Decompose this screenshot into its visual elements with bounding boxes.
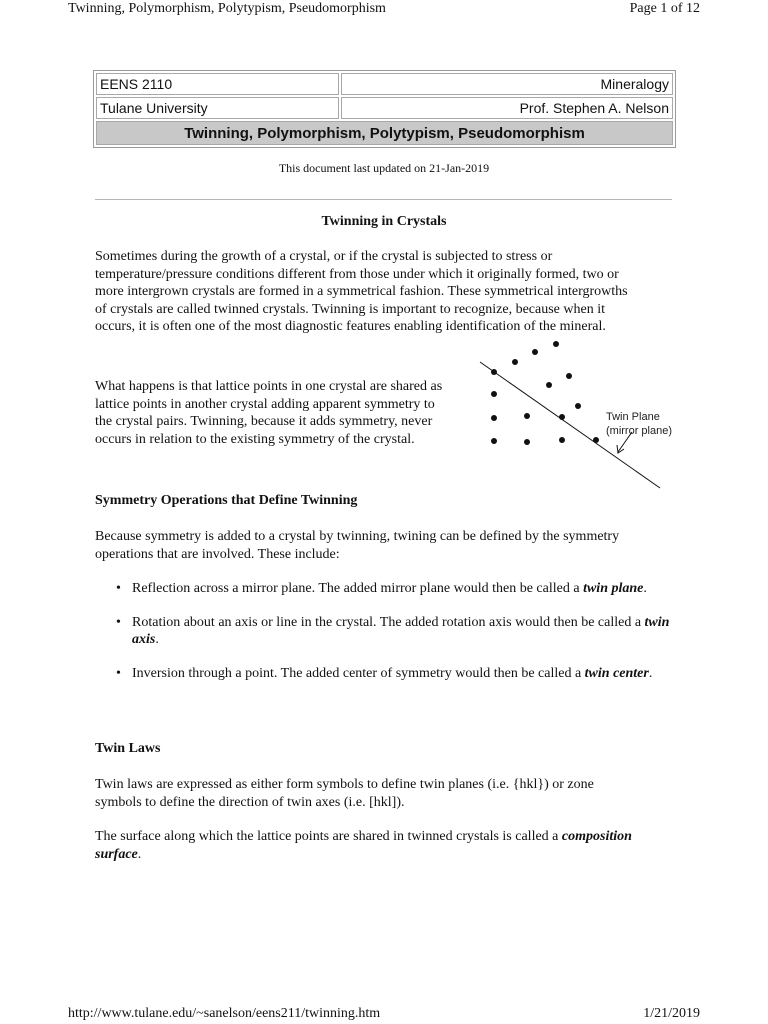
text-line: temperature/pressure conditions different from those under which it originally formed, two or xyxy=(95,266,619,282)
bullet-end: . xyxy=(155,632,159,647)
heading-symmetry-operations: Symmetry Operations that Define Twinning xyxy=(95,493,358,508)
bullet-text: Rotation about an axis or line in the crystal. The added rotation axis would then be called a xyxy=(132,614,645,630)
twin-plane-term: twin plane xyxy=(583,581,644,596)
course-header-table xyxy=(93,70,676,148)
text-line: operations that are involved. These include: xyxy=(95,546,340,562)
twin-axis-term: twin axis xyxy=(132,614,670,647)
text-line: Because symmetry is added to a crystal by twinning, twining can be defined by the symmetry xyxy=(95,529,620,544)
lattice-point xyxy=(512,359,518,365)
print-header-page: Page 1 of 12 xyxy=(629,1,700,16)
paragraph-composition-surface xyxy=(95,828,680,863)
print-header xyxy=(68,1,700,19)
lattice-point xyxy=(566,373,572,379)
text-line: occurs in relation to the existing symmetry of the crystal. xyxy=(95,431,415,447)
twin-plane-label: Twin Plane xyxy=(606,411,660,423)
text-end: . xyxy=(137,846,142,862)
paragraph-lattice-points xyxy=(95,378,475,448)
print-header-title: Twinning, Polymorphism, Polytypism, Pseudomorphism xyxy=(68,1,386,16)
lattice-points xyxy=(491,341,599,445)
text-line: of crystals are called twinned crystals. Twinning is important to recognize, because when it xyxy=(95,301,605,317)
twin-plane-diagram-svg xyxy=(478,338,678,490)
lattice-point xyxy=(491,369,497,375)
lattice-point xyxy=(575,403,581,409)
document-title: Twinning, Polymorphism, Polytypism, Pseudomorphism xyxy=(96,121,673,145)
heading-twinning-in-crystals: Twinning in Crystals xyxy=(321,214,447,229)
bullet-text: Reflection across a mirror plane. The added mirror plane would then be called a xyxy=(132,581,584,596)
lattice-point xyxy=(593,437,599,443)
last-updated-note: This document last updated on 21-Jan-2019 xyxy=(278,161,490,175)
twin-plane-diagram xyxy=(478,338,678,490)
lattice-point xyxy=(491,415,497,421)
paragraph-twinning-intro xyxy=(95,248,680,336)
paragraph-symmetry-intro xyxy=(95,528,680,563)
lattice-point xyxy=(559,437,565,443)
text-line: The surface along which the lattice points are shared in twinned crystals is called a xyxy=(95,829,562,844)
text-line: Twin laws are expressed as either form symbols to define twin planes (i.e. {hkl}) or zone xyxy=(95,777,594,792)
print-date: 1/21/2019 xyxy=(643,1006,700,1021)
paragraph-twin-laws xyxy=(95,776,680,811)
text-line: What happens is that lattice points in one crystal are shared as xyxy=(95,379,443,394)
lattice-point xyxy=(491,438,497,444)
symmetry-operations-list xyxy=(114,580,674,698)
horizontal-divider xyxy=(95,199,672,200)
course-subject: Mineralogy xyxy=(341,73,673,95)
lattice-point xyxy=(524,413,530,419)
bullet-icon: • xyxy=(116,665,121,681)
lattice-point xyxy=(524,439,530,445)
source-url: http://www.tulane.edu/~sanelson/eens211/twinning.htm xyxy=(68,1006,381,1021)
course-code: EENS 2110 xyxy=(96,73,339,95)
text-line: lattice points in another crystal adding apparent symmetry to xyxy=(95,396,435,412)
bullet-end: . xyxy=(643,581,647,596)
bullet-end: . xyxy=(648,665,653,681)
print-footer xyxy=(68,1006,700,1024)
list-item xyxy=(114,614,674,649)
list-item xyxy=(114,580,674,598)
bullet-text: Inversion through a point. The added center of symmetry would then be called a xyxy=(132,665,585,681)
text-line: symbols to define the direction of twin axes (i.e. [hkl]). xyxy=(95,794,405,810)
bullet-icon: • xyxy=(116,581,121,596)
list-item xyxy=(114,665,674,683)
text-line: Sometimes during the growth of a crystal, or if the crystal is subjected to stress or xyxy=(95,249,553,264)
mirror-plane-label: (mirror plane) xyxy=(606,425,673,437)
lattice-point xyxy=(553,341,559,347)
twin-center-term: twin center xyxy=(584,665,649,681)
text-line: occurs, it is often one of the most diagnostic features enabling identification of the mineral. xyxy=(95,319,606,334)
composition-surface-term: composition surface xyxy=(95,829,632,862)
heading-twin-laws: Twin Laws xyxy=(95,741,161,756)
lattice-point xyxy=(546,382,552,388)
text-line: the crystal pairs. Twinning, because it adds symmetry, never xyxy=(95,414,433,429)
lattice-point xyxy=(532,349,538,355)
bullet-icon: • xyxy=(116,614,121,630)
text-line: more intergrown crystals are formed in a symmetrical fashion. These symmetrical intergrowths xyxy=(95,284,628,299)
instructor-name: Prof. Stephen A. Nelson xyxy=(341,97,673,119)
lattice-point xyxy=(491,391,497,397)
university-name: Tulane University xyxy=(96,97,339,119)
lattice-point xyxy=(559,414,565,420)
